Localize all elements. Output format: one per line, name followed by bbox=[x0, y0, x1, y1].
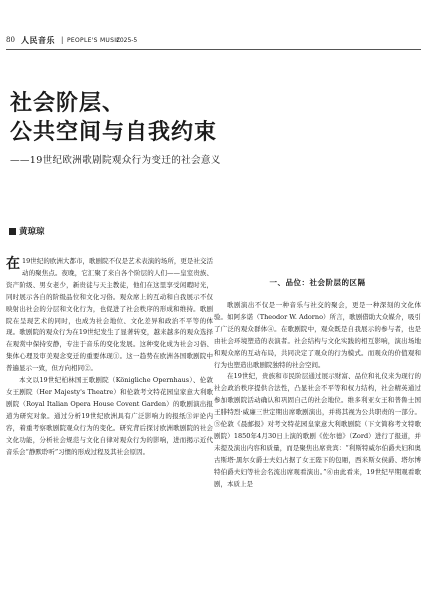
right-column bbox=[214, 300, 421, 491]
drop-cap: 在 bbox=[6, 256, 20, 272]
author-name: 黄琼琼 bbox=[19, 227, 45, 237]
left-paragraph-2: 本文以19世纪柏林国王歌剧院（Königliche Opernhaus）、伦敦女王剧院（Her Majesty's Theatre）和伦敦考文特花园皇家意大利歌剧院（Royal Italian Opera House Covent Garden）的歌剧演出报道为研究对象。通过分析19世纪欧洲具有广泛影响力的报纸③评论内容，着重考察歌剧院观众行为的变化。研究背后探讨欧洲歌剧院的社会文化功能，分析社会规范与文化自律对观众行为的影响，进而揭示近代音乐会“静默聆听”习惯的形成过程及其社会原因。 bbox=[6, 376, 213, 456]
square-bullet-icon bbox=[9, 228, 16, 235]
magazine-name: 人民音乐 bbox=[21, 35, 55, 45]
header-separator: | bbox=[61, 36, 64, 44]
article-subtitle: ——19世纪欧洲歌剧院观众行为变迁的社会意义 bbox=[10, 155, 221, 166]
magazine-english-name: PEOPLE'S MUSIC bbox=[67, 37, 121, 44]
header-rule bbox=[6, 49, 421, 50]
page-number: 80 bbox=[6, 36, 15, 44]
right-paragraph-2: 在19世纪，贵族和市民阶层通过展示财富、品位和礼仪来为现行的社会政治秩序提供合法性，凸显社会不平等和权力结构，社会精英通过参加歌剧院活动确认和巩固自己的社会地位。维多利亚女王和普鲁士国王腓特烈·威廉三世定期出席歌剧演出，并将其视为公共职责的一部分。⑤伦敦《晨邮报》对考文特花园皇家意大利歌剧院（下文简称考文特歌剧院）1850年4月30日上演的歌剧《佐尔德》（Zord）进行了报道，并未提及演出内容和质量，而是聚焦出席贵宾：“利斯特威尔伯爵夫妇和奥古斯塔·黑尔女爵士夫妇占据了女王陛下的包厢，西米斯女侯爵、塔尔博特伯爵夫妇等社会名流出席观看演出。”⑥由此看来，19世纪早期观看歌剧，本质上是 bbox=[214, 372, 421, 488]
article-title-line-2: 公共空间与自我约束 bbox=[10, 119, 218, 145]
left-paragraph-1-text: 19世纪的欧洲大都市，歌剧院不仅是艺术表演的场所，更是社交活动的聚焦点。夜晚，它汇聚了来自各个阶层的人们——皇室贵族、资产阶级、男女老少，新贵徒与天主教徒，他们在这里享受闲暇时光，同时展示各自的阶级品位和文化习俗。观众席上的互动和自我展示不仅映射出社会的分层和文化行为，也促进了社会秩序的形成和维持。歌剧院在呈现艺术的同时，也成为社会地位、文化差异和政治不平等的体现。歌剧院的观众行为在19世纪发生了显著转变，越来越多的观众选择在观赏中保持安静，专注于音乐的变化发展。这种变化成为社会习俗、集体心理及审美观念变迁的重要体现①。这一趋势在欧洲各国歌剧院中普遍显示一致，但方向相同②。 bbox=[6, 257, 213, 373]
right-paragraph-1: 歌剧演出不仅是一种音乐与社交的聚会，更是一种深刻的文化体验。如阿多诺（Theodor W. Adorno）所言，歌剧借助大众媒介，吸引了广泛的观众群体④。在歌剧院中，观众既是自我展示的参与者，也是由社会环境塑造的表演者。社会结构与文化实践的相互影响，演出场地和观众席的互动布局，共同决定了观众的行为模式。而观众的价值观和行为也塑造出歌剧院独特的社会空间。 bbox=[214, 301, 421, 369]
running-header bbox=[6, 36, 421, 48]
issue-number: 2025-5 bbox=[116, 37, 138, 44]
section-heading: 一、品位：社会阶层的区隔 bbox=[269, 278, 366, 287]
article-title-line-1: 社会阶层、 bbox=[10, 90, 126, 116]
left-paragraph-1 bbox=[6, 256, 213, 375]
author-byline bbox=[9, 225, 45, 237]
left-column bbox=[6, 256, 213, 458]
